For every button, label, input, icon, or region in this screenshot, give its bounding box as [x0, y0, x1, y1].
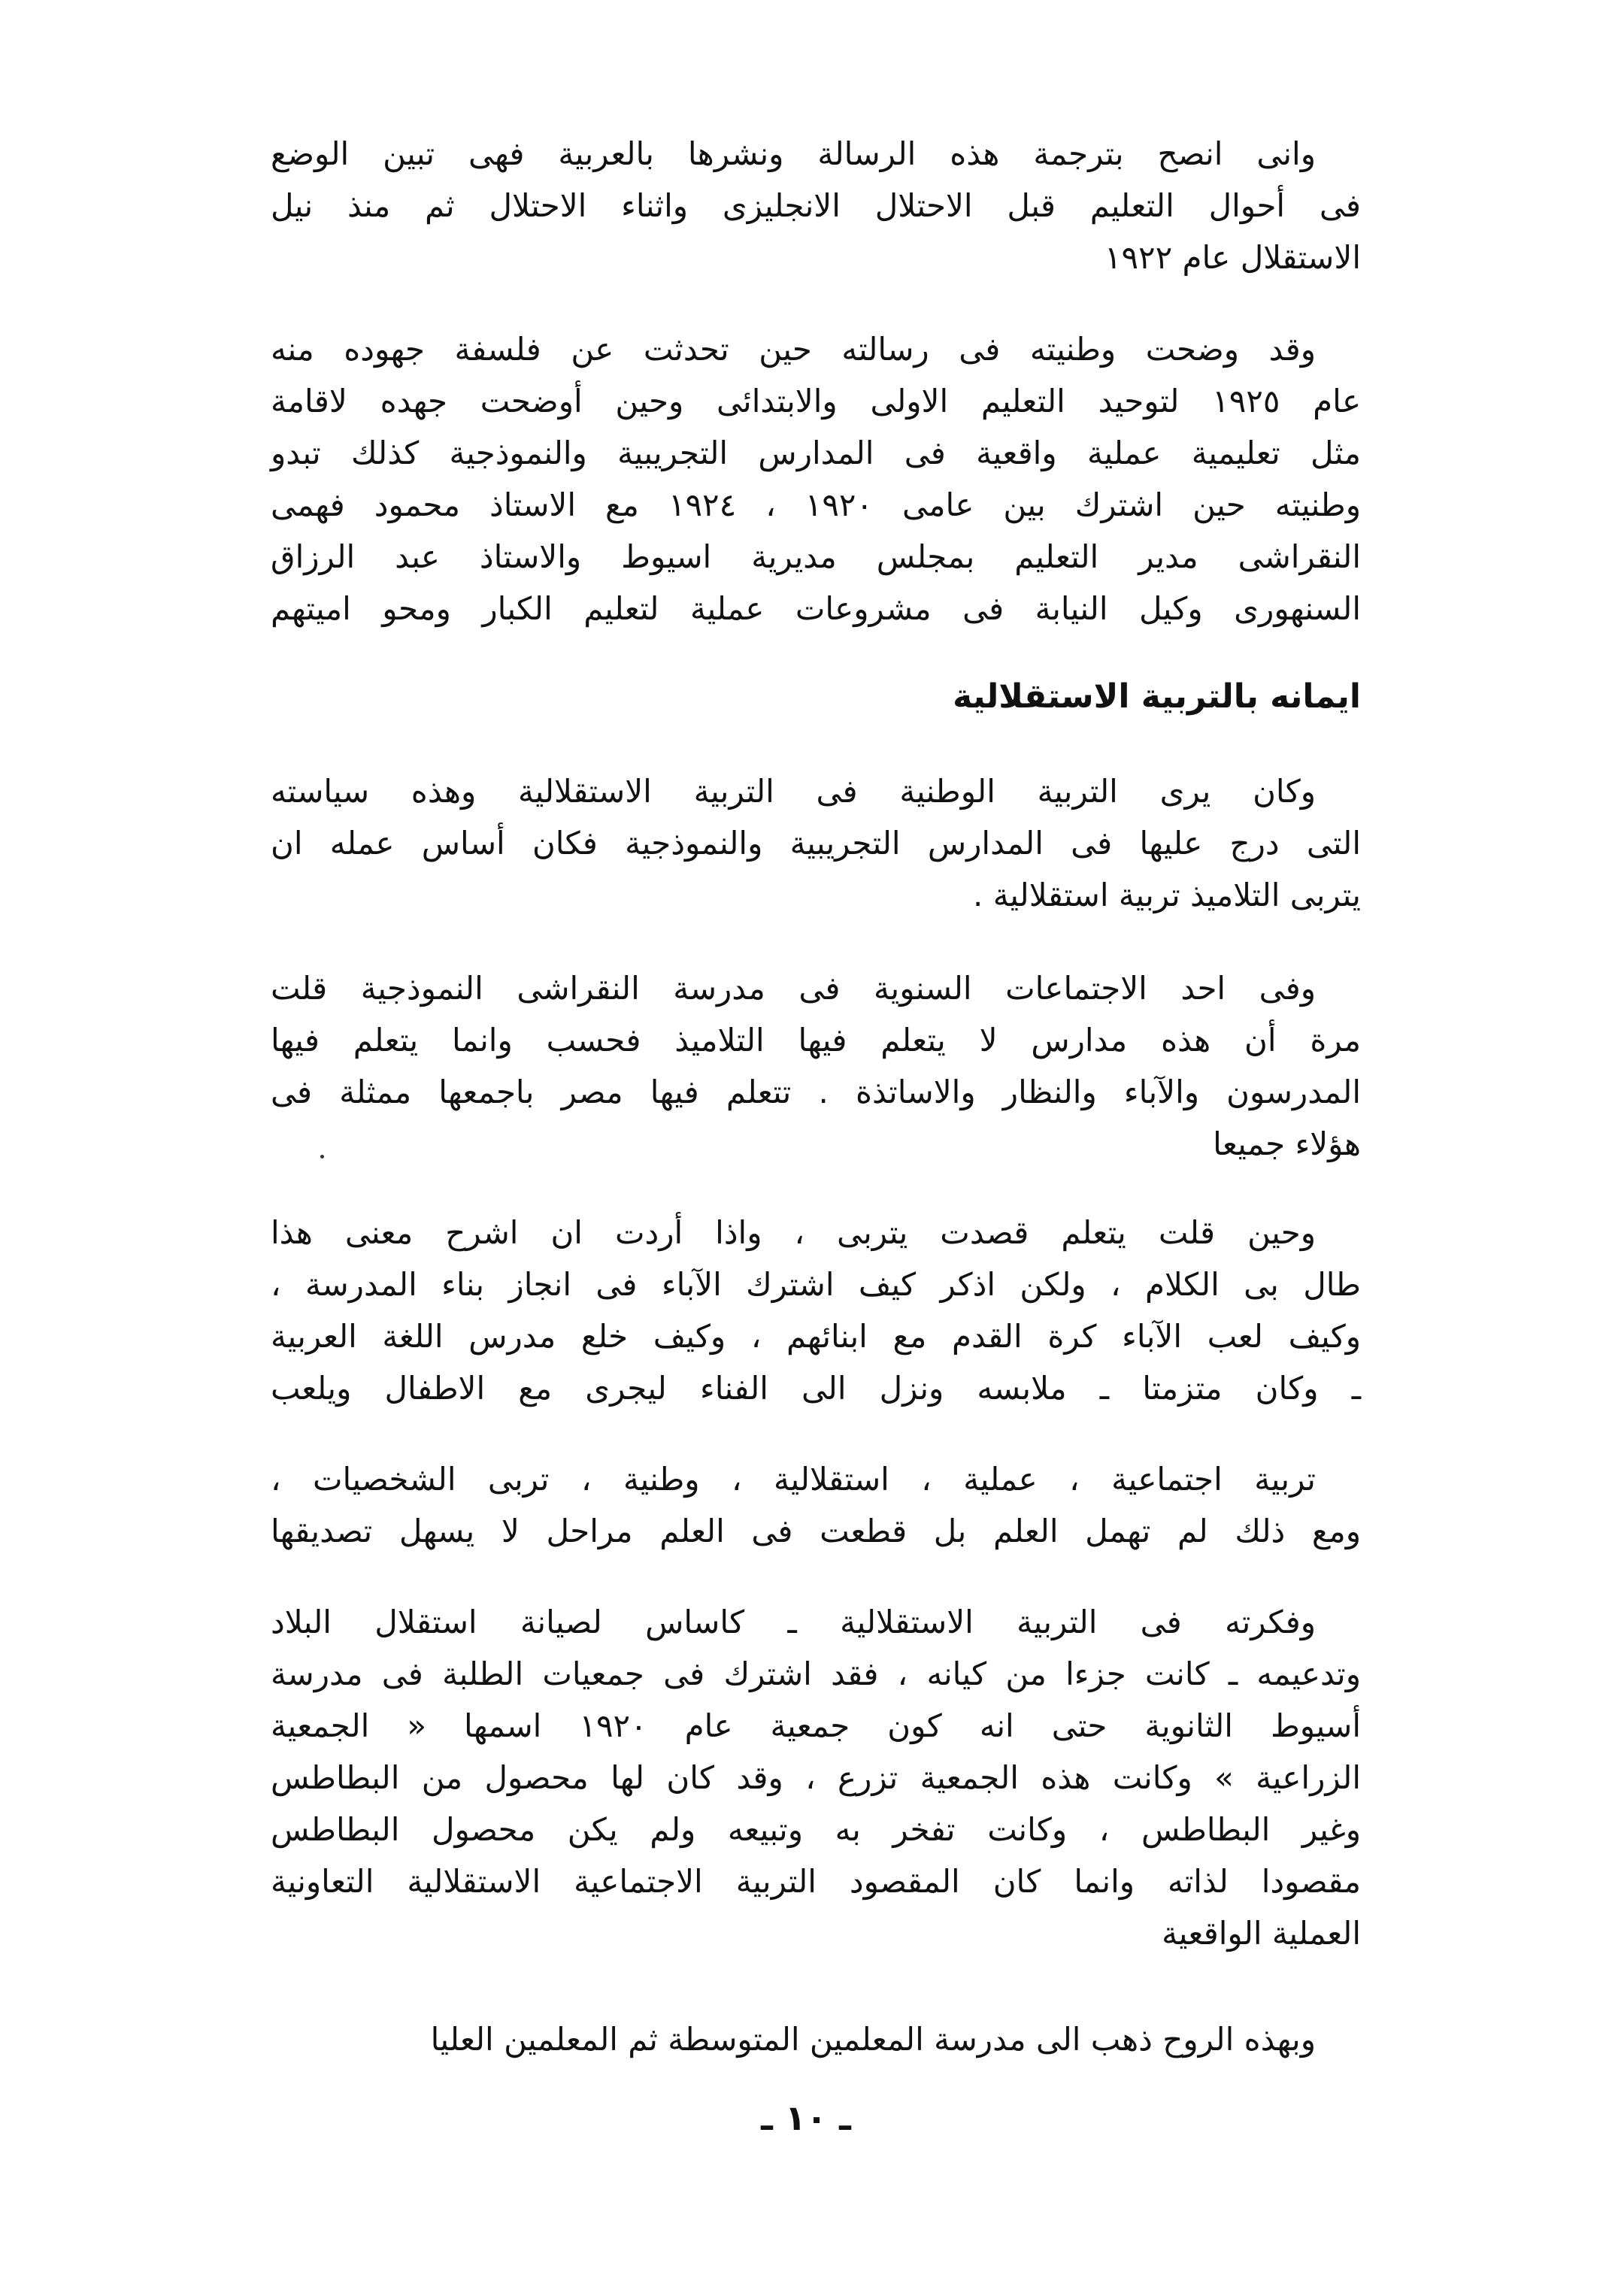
text-line: وكان يرى التربية الوطنية فى التربية الاستقلالية وهذه سياسته [271, 773, 1316, 810]
text-line: هؤلاء جميعا [1213, 1125, 1361, 1162]
text-line: عام ١٩٢٥ لتوحيد التعليم الاولى والابتدائى وحين أوضحت جهده لاقامة [271, 383, 1362, 420]
text-line: أسيوط الثانوية حتى انه كون جمعية عام ١٩٢٠ اسمها « الجمعية [271, 1707, 1362, 1744]
text-line: ـ وكان متزمتا ـ ملابسه ونزل الى الفناء ليجرى مع الاطفال ويلعب [271, 1370, 1361, 1407]
text-line: وتدعيمه ـ كانت جزءا من كيانه ، فقد اشترك فى جمعيات الطلبة فى مدرسة [271, 1655, 1361, 1692]
text-line: مقصودا لذاته وانما كان المقصود التربية الاجتماعية الاستقلالية التعاونية [271, 1863, 1361, 1900]
text-line: المدرسون والآباء والنظار والاساتذة . تتعلم فيها مصر باجمعها ممثلة فى [271, 1074, 1361, 1110]
text-line: وفكرته فى التربية الاستقلالية ـ كاساس لصيانة استقلال البلاد [271, 1604, 1316, 1640]
text-line: وطنيته حين اشترك بين عامى ١٩٢٠ ، ١٩٢٤ مع الاستاذ محمود فهمى [271, 486, 1361, 523]
text-line: العملية الواقعية [1162, 1915, 1361, 1952]
text-line: وحين قلت يتعلم قصدت يتربى ، واذا أردت ان اشرح معنى هذا [271, 1214, 1316, 1251]
paragraph-translation [271, 128, 1361, 283]
text-line: مثل تعليمية عملية واقعية فى المدارس التجريبية والنموذجية كذلك تبدو [271, 435, 1361, 471]
text-line: وفى احد الاجتماعات السنوية فى مدرسة النقراشى النموذجية قلت [271, 970, 1316, 1007]
text-line: النقراشى مدير التعليم بمجلس مديرية اسيوط والاستاذ عبد الرزاق [271, 538, 1361, 575]
text-line: الاستقلال عام ١٩٢٢ [1104, 239, 1361, 276]
section-heading: ايمانه بالتربية الاستقلالية [953, 677, 1361, 716]
scan-speck [320, 1155, 324, 1159]
text-line: وغير البطاطس ، وكانت تفخر به وتبيعه ولم يكن محصول البطاطس [271, 1811, 1361, 1848]
text-line: ومع ذلك لم تهمل العلم بل قطعت فى العلم مراحل لا يسهل تصديقها [271, 1513, 1361, 1549]
paragraph-education-types [271, 1453, 1361, 1557]
text-line: وبهذه الروح ذهب الى مدرسة المعلمين المتوسطة ثم المعلمين العليا [430, 2021, 1316, 2058]
paragraph-agricultural-society [271, 1596, 1361, 1959]
text-line: السنهورى وكيل النيابة فى مشروعات عملية لتعليم الكبار ومحو اميتهم [271, 590, 1361, 627]
paragraph-independent-education [271, 765, 1361, 921]
paragraph-annual-meeting [271, 962, 1361, 1170]
text-line: وقد وضحت وطنيته فى رسالته حين تحدثت عن فلسفة جهوده منه [271, 331, 1316, 368]
paragraph-teachers-college [271, 2013, 1361, 2065]
text-line: تربية اجتماعية ، عملية ، استقلالية ، وطنية ، تربى الشخصيات ، [271, 1461, 1316, 1498]
paragraph-learning-meaning [271, 1207, 1361, 1414]
text-line: طال بى الكلام ، ولكن اذكر كيف اشترك الآباء فى انجاز بناء المدرسة ، [271, 1266, 1361, 1303]
text-line: التى درج عليها فى المدارس التجريبية والنموذجية فكان أساس عمله ان [271, 825, 1361, 862]
text-line: مرة أن هذه مدارس لا يتعلم فيها التلاميذ فحسب وانما يتعلم فيها [271, 1022, 1361, 1059]
paragraph-patriotism [271, 323, 1361, 635]
page-number: ـ ١٠ ـ [761, 2098, 851, 2138]
text-line: وكيف لعب الآباء كرة القدم مع ابنائهم ، وكيف خلع مدرس اللغة العربية [271, 1318, 1361, 1355]
text-line: يتربى التلاميذ تربية استقلالية . [973, 877, 1361, 913]
text-line: فى أحوال التعليم قبل الاحتلال الانجليزى واثناء الاحتلال ثم منذ نيل [271, 187, 1361, 224]
text-line: الزراعية » وكانت هذه الجمعية تزرع ، وقد كان لها محصول من البطاطس [271, 1759, 1361, 1796]
text-line: وانى انصح بترجمة هذه الرسالة ونشرها بالعربية فهى تبين الوضع [271, 135, 1316, 172]
